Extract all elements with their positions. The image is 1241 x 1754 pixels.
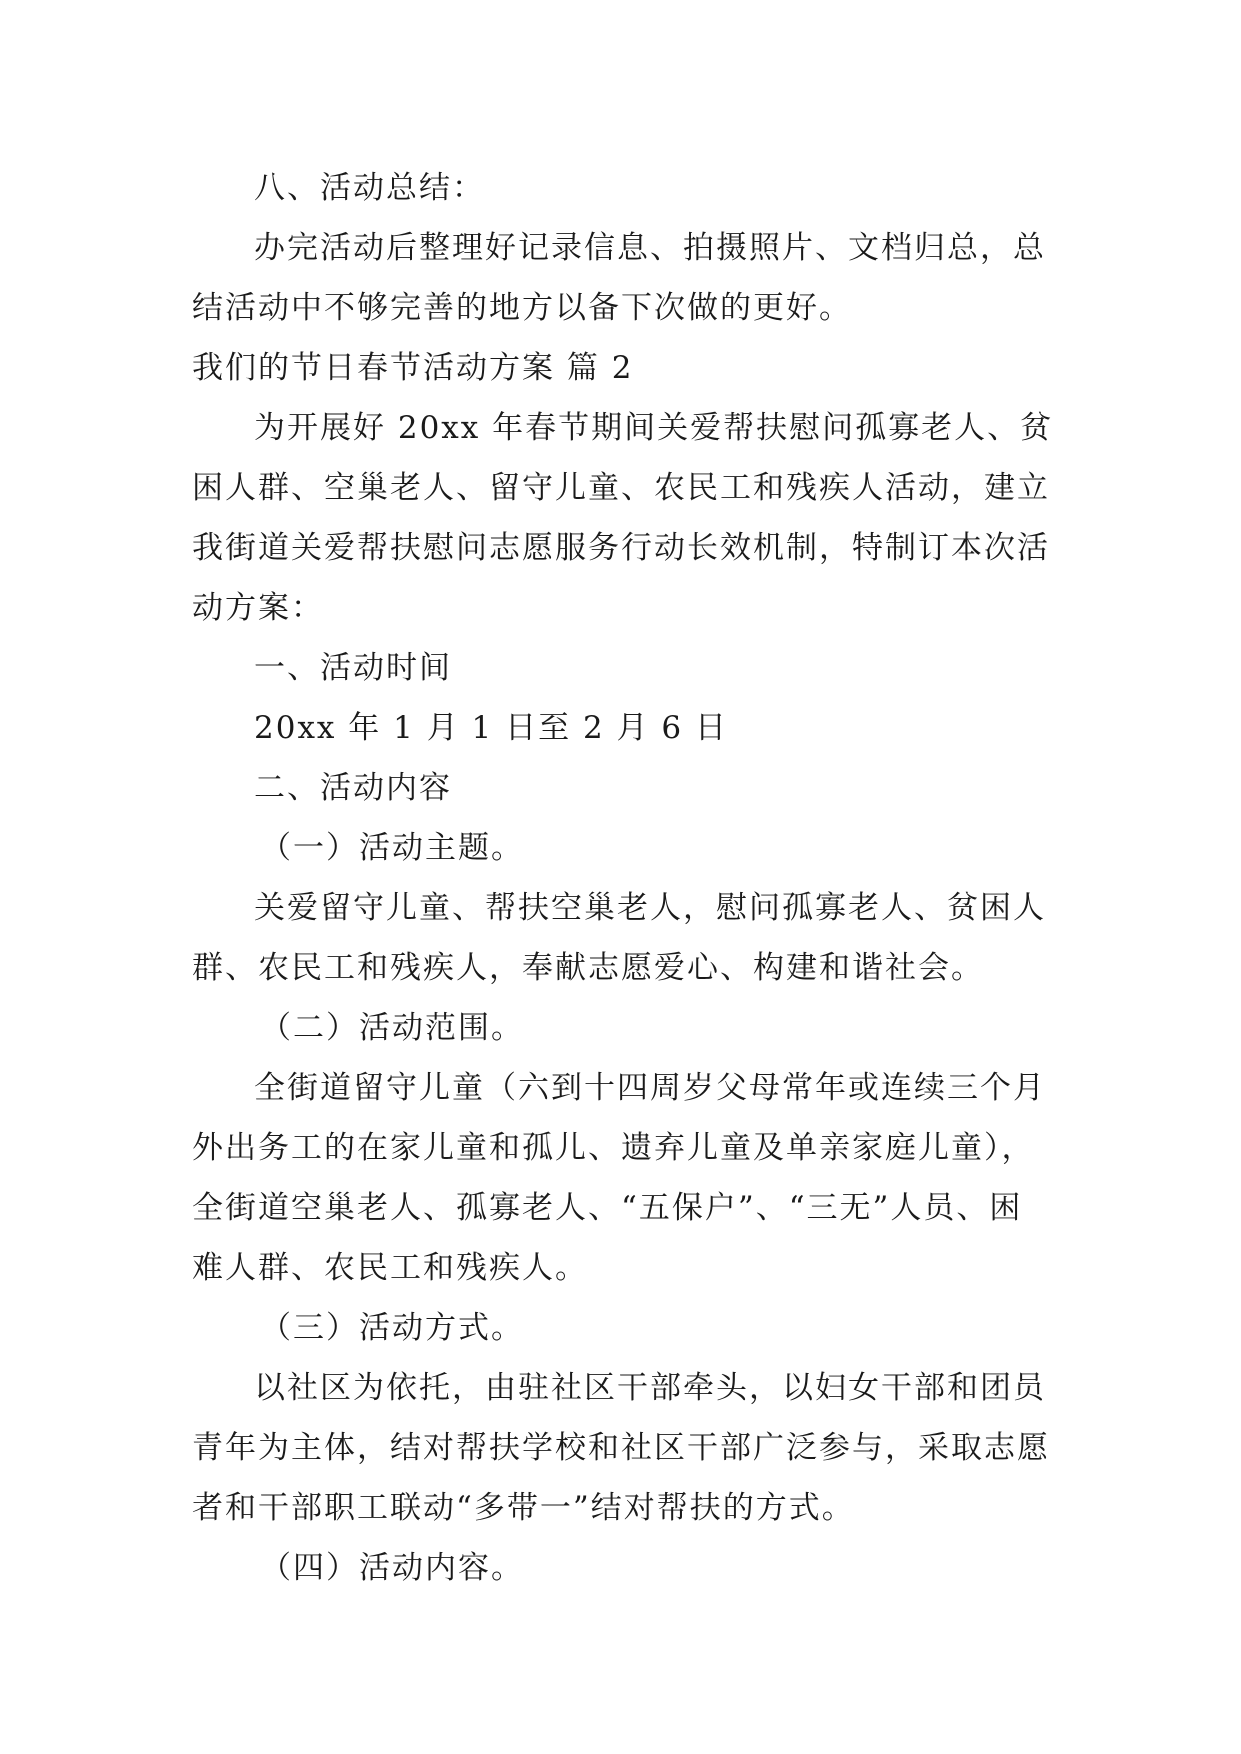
paragraph-line: 全街道空巢老人、孤寡老人、“五保户”、“三无”人员、困	[192, 1190, 1023, 1226]
subsection-heading: （二）活动范围。	[260, 1010, 524, 1046]
paragraph-line: 群、农民工和残疾人，奉献志愿爱心、构建和谐社会。	[192, 950, 984, 986]
paragraph-line: 者和干部职工联动“多带一”结对帮扶的方式。	[192, 1490, 855, 1526]
paragraph-line: 以社区为依托，由驻社区干部牵头，以妇女干部和团员	[254, 1370, 1046, 1406]
section-heading-summary: 八、活动总结：	[254, 170, 485, 206]
section-heading-content: 二、活动内容	[254, 770, 452, 806]
paragraph-line: 外出务工的在家儿童和孤儿、遗弃儿童及单亲家庭儿童），	[192, 1130, 1035, 1166]
paragraph-line: 20xx 年 1 月 1 日至 2 月 6 日	[254, 710, 728, 746]
paragraph-line: 困人群、空巢老人、留守儿童、农民工和残疾人活动，建立	[192, 470, 1050, 506]
subsection-heading: （一）活动主题。	[260, 830, 524, 866]
paragraph-line: 结活动中不够完善的地方以备下次做的更好。	[192, 290, 852, 326]
subsection-heading: （四）活动内容。	[260, 1550, 524, 1586]
section-heading-time: 一、活动时间	[254, 650, 452, 686]
paragraph-line: 为开展好 20xx 年春节期间关爱帮扶慰问孤寡老人、贫	[254, 410, 1054, 446]
paragraph-line: 关爱留守儿童、帮扶空巢老人，慰问孤寡老人、贫困人	[254, 890, 1046, 926]
paragraph-line: 动方案：	[192, 590, 324, 626]
article-title: 我们的节日春节活动方案 篇 2	[192, 350, 634, 386]
paragraph-line: 青年为主体，结对帮扶学校和社区干部广泛参与，采取志愿	[192, 1430, 1050, 1466]
paragraph-line: 办完活动后整理好记录信息、拍摄照片、文档归总，总	[254, 230, 1046, 266]
paragraph-line: 难人群、农民工和残疾人。	[192, 1250, 588, 1286]
subsection-heading: （三）活动方式。	[260, 1310, 524, 1346]
paragraph-line: 全街道留守儿童（六到十四周岁父母常年或连续三个月	[254, 1070, 1046, 1106]
paragraph-line: 我街道关爱帮扶慰问志愿服务行动长效机制，特制订本次活	[192, 530, 1050, 566]
